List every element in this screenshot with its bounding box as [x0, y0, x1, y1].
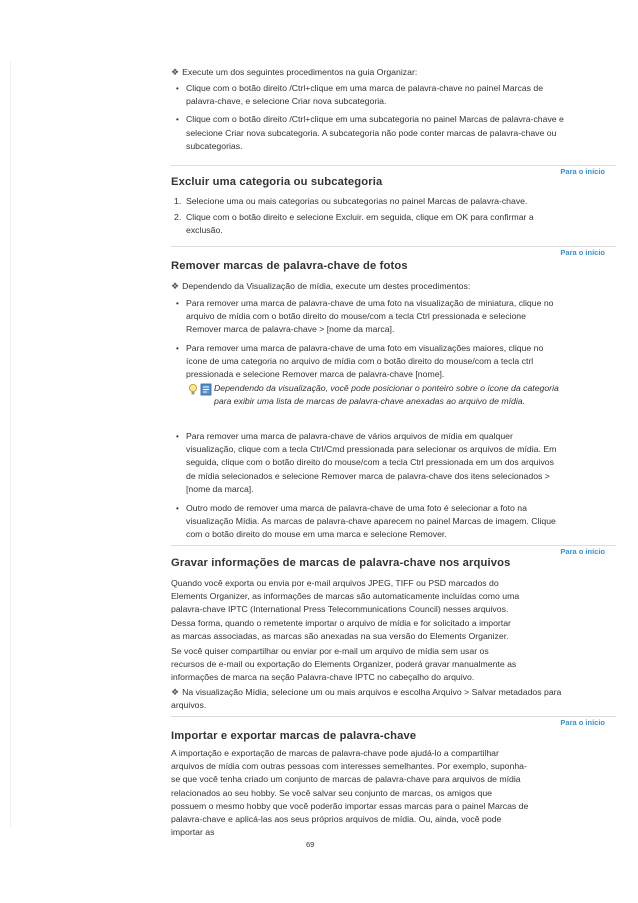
list-item: 1. Selecione uma ou mais categorias ou subcategorias no painel Marcas de palavra-chave. [174, 196, 528, 206]
import-paragraph: A importação e exportação de marcas de palavra-chave pode ajudá-lo a compartilhar arquivos de mídia com outras pessoas com interesses semelhantes. Por exemplo, suponha-se que você tenha criado um conjunto de marcas de palavra-chave para arquivos de mídia relacionados ao seu hobby. Se você salvar seu conjunto de marcas, os amigos que possuem o mesmo hobby que você poderão importar essas marcas para o painel Marcas de palavra-chave e aplicá-las aos seus próprios arquivos de mídia. Ou, ainda, você pode importar as [171, 748, 529, 838]
list-item: • Para remover uma marca de palavra-chave de uma foto em visualizações maiores, clique no ícone de uma categoria no arquivo de mídia com o botão direito do mouse/com a tecla ctrl pressionada e selecione Remover marca de palavra-chave [nome]. [171, 342, 561, 382]
organize-intro: ❖ Execute um dos seguintes procedimentos na guia Organizar: [171, 67, 418, 77]
list-item: • Para remover uma marca de palavra-chave de uma foto na visualização de miniatura, clique no arquivo de mídia com o botão direito do mouse/com a tecla Ctrl pressionada e selecione Remover marca de palavra-chave > [nome da marca]. [171, 297, 561, 337]
tip-note [188, 382, 568, 408]
back-to-top-link[interactable]: Para o início [560, 248, 605, 257]
tip-text: Dependendo da visualização, você pode posicionar o ponteiro sobre o ícone da categoria para exibir uma lista de marcas de palavra-chave anexadas ao arquivo de mídia. [214, 383, 559, 407]
organize-list [171, 82, 566, 153]
list-item: • Clique com o botão direito /Ctrl+clique em uma marca de palavra-chave no painel Marcas de palavra-chave, e selecione Criar nova subcategoria. [171, 82, 566, 108]
left-margin-rule [10, 62, 11, 827]
remove-list-a [171, 297, 561, 381]
page-number: 69 [306, 840, 315, 849]
section-title-remove: Remover marcas de palavra-chave de fotos [171, 260, 408, 272]
diamond-cluster-icon: ❖ [171, 67, 180, 77]
diamond-cluster-icon: ❖ [171, 687, 180, 697]
remove-list-b [171, 430, 561, 542]
list-item: • Outro modo de remover uma marca de palavra-chave de uma foto é selecionar a foto na visualização Mídia. As marcas de palavra-chave aparecem no painel Marcas de imagem. Clique com o botão direito do mouse em uma marca e selecione Remover. [171, 502, 561, 542]
note-icon [201, 384, 211, 395]
section-divider [171, 716, 616, 717]
lightbulb-icon [189, 384, 196, 394]
section-title-save: Gravar informações de marcas de palavra-chave nos arquivos [171, 557, 511, 569]
section-divider [171, 246, 616, 247]
back-to-top-link[interactable]: Para o início [560, 547, 605, 556]
back-to-top-link[interactable]: Para o início [560, 167, 605, 176]
list-item: • Clique com o botão direito /Ctrl+clique em uma subcategoria no painel Marcas de palavra-chave e selecione Criar nova subcategoria. A subcategoria não pode conter marcas de palavra-chave ou subcategorias. [171, 113, 566, 153]
save-paragraph-2: Se você quiser compartilhar ou enviar por e-mail um arquivo de mídia sem usar os recursos de e-mail ou exportação do Elements Organizer, poderá gravar manualmente as informações de marca na seção Palavra-chave IPTC no cabeçalho do arquivo. [171, 646, 517, 683]
section-divider [171, 165, 616, 166]
delete-steps [171, 195, 566, 238]
save-paragraph-1: Quando você exporta ou envia por e-mail arquivos JPEG, TIFF ou PSD marcados do Elements Organizer, as informações de marcas são automaticamente incluídas como uma palavra-chave IPTC (International Press Telecommunications Council) nesses arquivos. Dessa forma, quando o remetente importar o arquivo de mídia e for solicitado a importar as marcas associadas, as marcas são anexadas na sua versão do Elements Organizer. [171, 578, 520, 641]
list-item: 2. Clique com o botão direito e selecione Excluir. em seguida, clique em OK para confirmar a exclusão. [174, 212, 534, 236]
remove-intro: ❖ Dependendo da Visualização de mídia, execute um destes procedimentos: [171, 281, 471, 291]
list-item: • Para remover uma marca de palavra-chave de vários arquivos de mídia em qualquer visualização, clique com a tecla Ctrl/Cmd pressionada para selecionar os arquivos de mídia. Em seguida, clique com o botão direito do mouse/com a tecla Ctrl pressionada em um dos arquivos de mídia selecionados e selecione Remover marca de palavra-chave dos itens selecionados > [nome da marca]. [171, 430, 561, 496]
tip-icons-svg [188, 383, 212, 397]
save-instruction: ❖ Na visualização Mídia, selecione um ou mais arquivos e escolha Arquivo > Salvar metadados para arquivos. [171, 687, 562, 711]
diamond-cluster-icon: ❖ [171, 281, 180, 291]
section-title-delete: Excluir uma categoria ou subcategoria [171, 176, 383, 188]
section-divider [171, 545, 616, 546]
section-title-import: Importar e exportar marcas de palavra-chave [171, 730, 417, 742]
back-to-top-link[interactable]: Para o início [560, 718, 605, 727]
